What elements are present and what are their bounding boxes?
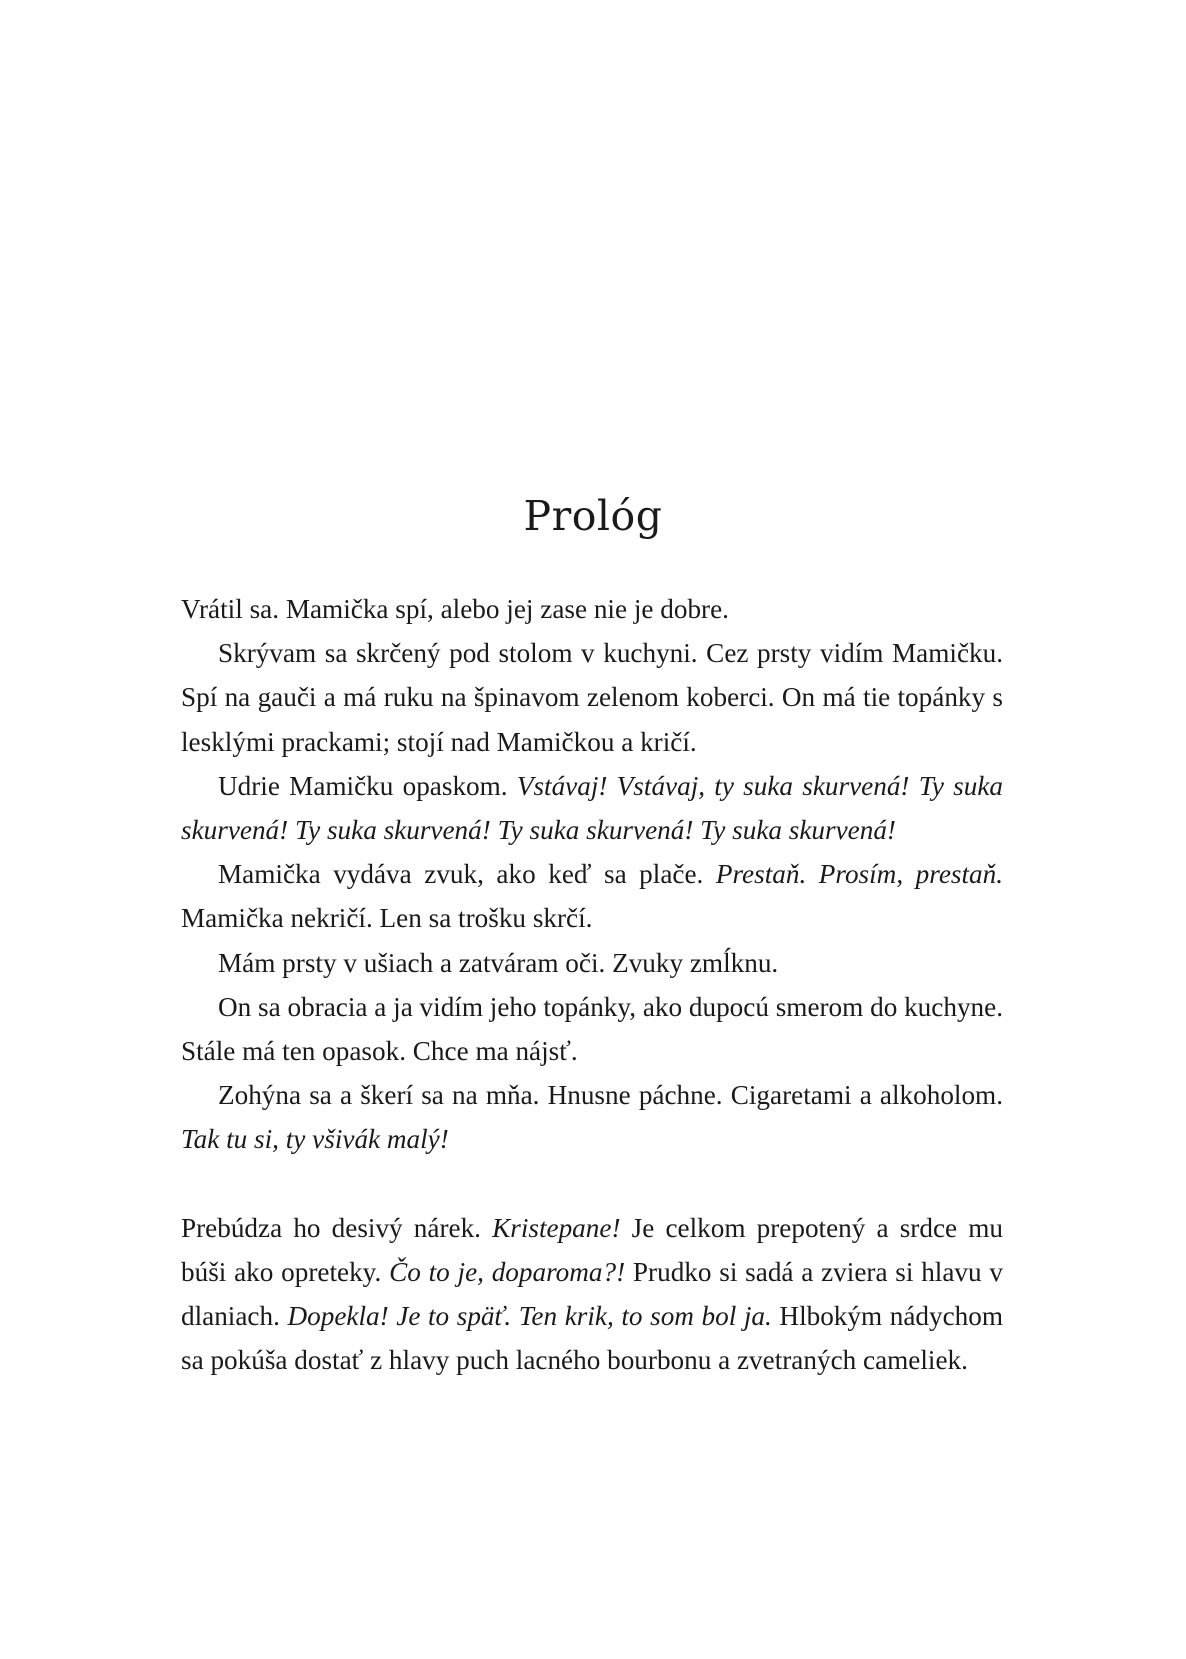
chapter-title: Prológ — [523, 492, 663, 540]
paragraph-5 — [181, 941, 1003, 985]
italic-thought: Kristepane! — [492, 1212, 621, 1243]
italic-speech: Tak tu si, ty všivák malý! — [181, 1124, 449, 1155]
paragraph-text: Vrátil sa. Mamička spí, alebo jej zase nie je dobre. — [181, 594, 729, 624]
paragraph-3 — [181, 764, 1003, 852]
paragraph-4 — [181, 852, 1003, 940]
paragraph-7 — [181, 1073, 1003, 1161]
paragraph-text: Hlbokým nádychom sa pokúša dostať z hlavy puch lacného bourbonu a zvetraných cameliek. — [181, 1301, 1003, 1376]
italic-thought: Čo to je, doparoma?! — [389, 1256, 626, 1287]
paragraph-text: Udrie Mamičku opaskom. — [218, 770, 517, 801]
paragraph-text: Mamička vydáva zvuk, ako keď sa plače. — [218, 859, 716, 890]
paragraph-text: Mamička nekričí. Len sa trošku skrčí. — [181, 903, 593, 934]
paragraph-text: Zohýna sa a škerí sa na mňa. Hnusne páchne. Cigaretami a alkoholom. — [218, 1080, 1003, 1111]
paragraph-text: Je celkom prepotený a srdce mu búši ako opreteky. — [181, 1212, 1003, 1287]
paragraph-text: On sa obracia a ja vidím jeho topánky, ako dupocú smerom do kuchyne. Stále má ten opasok. Chce ma nájsť. — [181, 991, 1003, 1067]
italic-speech: Prestaň. Prosím, prestaň. — [715, 859, 1003, 890]
italic-thought: Dopekla! Je to späť. Ten krik, to som bol ja. — [287, 1301, 772, 1332]
paragraph-text: Prebúdza ho desivý nárek. — [181, 1212, 493, 1243]
paragraph-6 — [181, 985, 1003, 1073]
paragraph-1 — [181, 587, 1003, 631]
paragraph-2 — [181, 631, 1003, 764]
italic-speech: Vstávaj! Vstávaj, ty suka skurvená! Ty suka skurvená! Ty suka skurvená! Ty suka skurvená! Ty suka skurvená! — [181, 770, 1003, 846]
paragraph-text: Mám prsty v ušiach a zatváram oči. Zvuky zmĺknu. — [218, 947, 779, 978]
paragraph-text: Skrývam sa skrčený pod stolom v kuchyni. Cez prsty vidím Mamičku. Spí na gauči a má ruku na špinavom zelenom koberci. On má tie topánky s lesklými prackami; stojí nad Mamičkou a kričí. — [181, 638, 1003, 757]
paragraph-8 — [181, 1206, 1003, 1383]
chapter-body — [181, 587, 1003, 1382]
paragraph-text: Prudko si sadá a zviera si hlavu v dlaniach. — [181, 1256, 1003, 1332]
